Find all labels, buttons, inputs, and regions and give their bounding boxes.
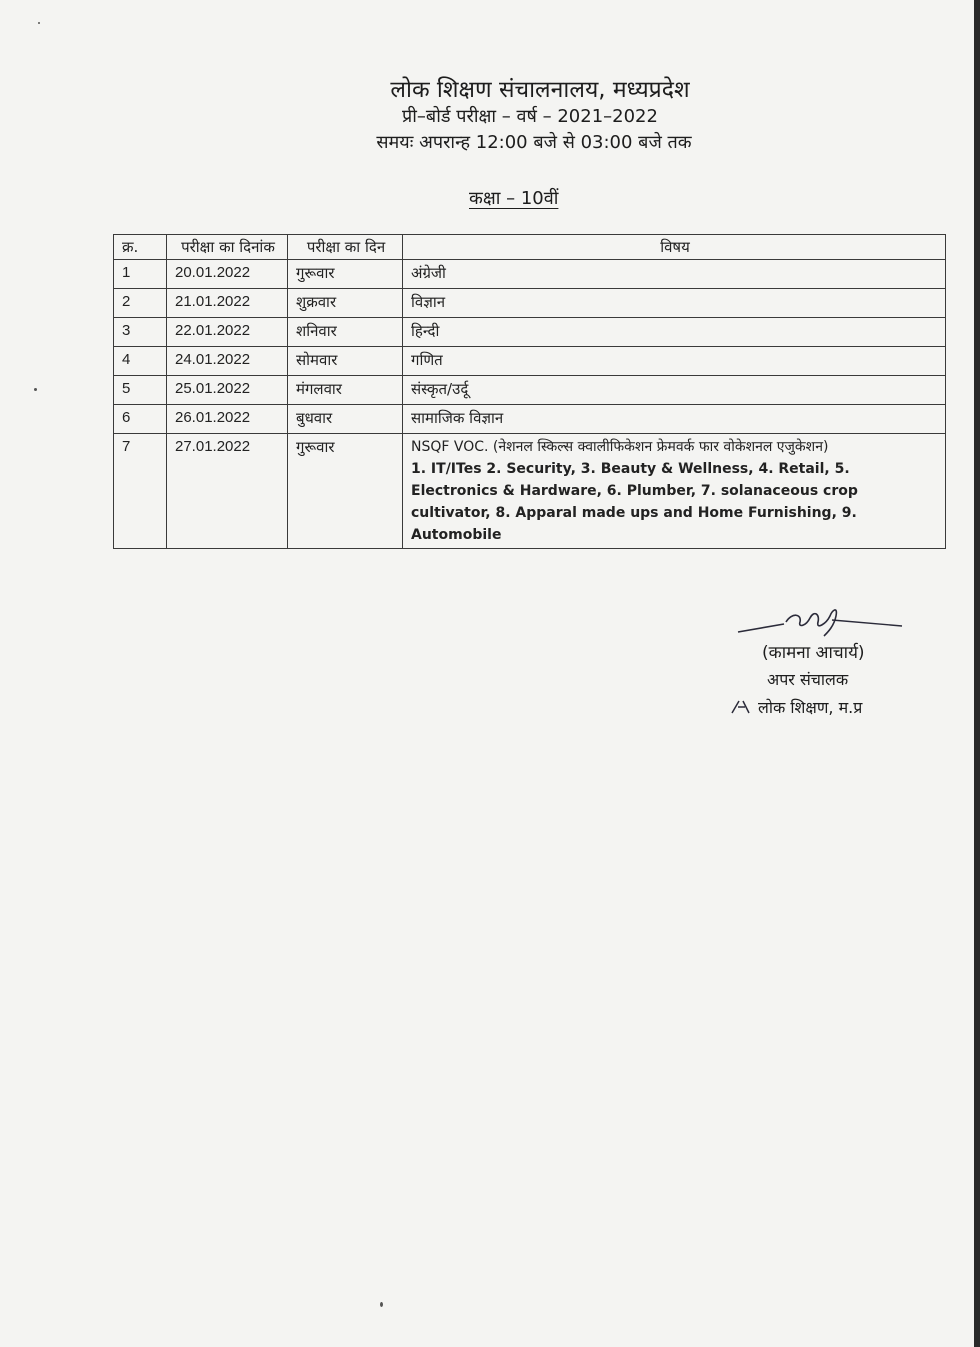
handwritten-signature-icon <box>736 596 906 646</box>
scan-edge <box>974 0 980 1347</box>
table-row <box>114 289 946 318</box>
row-sn: 6 <box>114 405 167 434</box>
scan-speck <box>38 22 40 24</box>
row-sn: 3 <box>114 318 167 347</box>
row-date: 21.01.2022 <box>167 289 288 318</box>
signatory-office: लोक शिक्षण, म.प्र <box>758 698 863 717</box>
row-sn: 4 <box>114 347 167 376</box>
row-date: 25.01.2022 <box>167 376 288 405</box>
row-date: 24.01.2022 <box>167 347 288 376</box>
row-sn: 1 <box>114 260 167 289</box>
row-subject: गणित <box>403 347 946 376</box>
row-day: गुरूवार <box>288 434 403 549</box>
office-title: लोक शिक्षण संचालनालय, मध्यप्रदेश <box>390 77 690 103</box>
table-row <box>114 376 946 405</box>
row-day: बुधवार <box>288 405 403 434</box>
table-row <box>114 347 946 376</box>
row-sn: 7 <box>114 434 167 549</box>
row-sn: 2 <box>114 289 167 318</box>
row-day: गुरूवार <box>288 260 403 289</box>
row-day: मंगलवार <box>288 376 403 405</box>
class-heading: कक्षा – 10वीं <box>469 188 559 209</box>
header-subject: विषय <box>403 235 946 260</box>
row-subject-vocational <box>403 434 946 549</box>
row-day: सोमवार <box>288 347 403 376</box>
table-header-row <box>114 235 946 260</box>
vocational-trades: 1. IT/ITes 2. Security, 3. Beauty & Wellness, 4. Retail, 5. Electronics & Hardware, 6. Plumber, 7. solanaceous crop cultivator, 8. Apparal made ups and Home Furnishing, 9. Automobile <box>411 461 858 543</box>
table-row <box>114 260 946 289</box>
scan-speck <box>34 388 37 391</box>
signatory-designation: अपर संचालक <box>767 670 849 689</box>
scan-speck <box>380 1302 383 1307</box>
vocational-title: NSQF VOC. (नेशनल स्किल्स क्वालीफिकेशन फ्रेमवर्क फार वोकेशनल एजुकेशन) <box>411 439 829 455</box>
row-date: 20.01.2022 <box>167 260 288 289</box>
exam-schedule-table <box>113 234 946 549</box>
header-day: परीक्षा का दिन <box>288 235 403 260</box>
row-date: 26.01.2022 <box>167 405 288 434</box>
table-row <box>114 405 946 434</box>
row-subject: संस्कृत/उर्दू <box>403 376 946 405</box>
signatory-name: (कामना आचार्य) <box>762 643 865 663</box>
row-date: 22.01.2022 <box>167 318 288 347</box>
row-subject: विज्ञान <box>403 289 946 318</box>
header-sn: क्र. <box>114 235 167 260</box>
table-row <box>114 318 946 347</box>
row-subject: अंग्रेजी <box>403 260 946 289</box>
row-day: शुक्रवार <box>288 289 403 318</box>
row-sn: 5 <box>114 376 167 405</box>
exam-title: प्री–बोर्ड परीक्षा – वर्ष – 2021–2022 <box>402 106 658 127</box>
row-subject: सामाजिक विज्ञान <box>403 405 946 434</box>
initial-mark-icon <box>729 697 753 717</box>
row-date: 27.01.2022 <box>167 434 288 549</box>
header-date: परीक्षा का दिनांक <box>167 235 288 260</box>
exam-time: समयः अपरान्ह 12:00 बजे से 03:00 बजे तक <box>376 132 692 153</box>
table-row-vocational <box>114 434 946 549</box>
row-subject: हिन्दी <box>403 318 946 347</box>
row-day: शनिवार <box>288 318 403 347</box>
